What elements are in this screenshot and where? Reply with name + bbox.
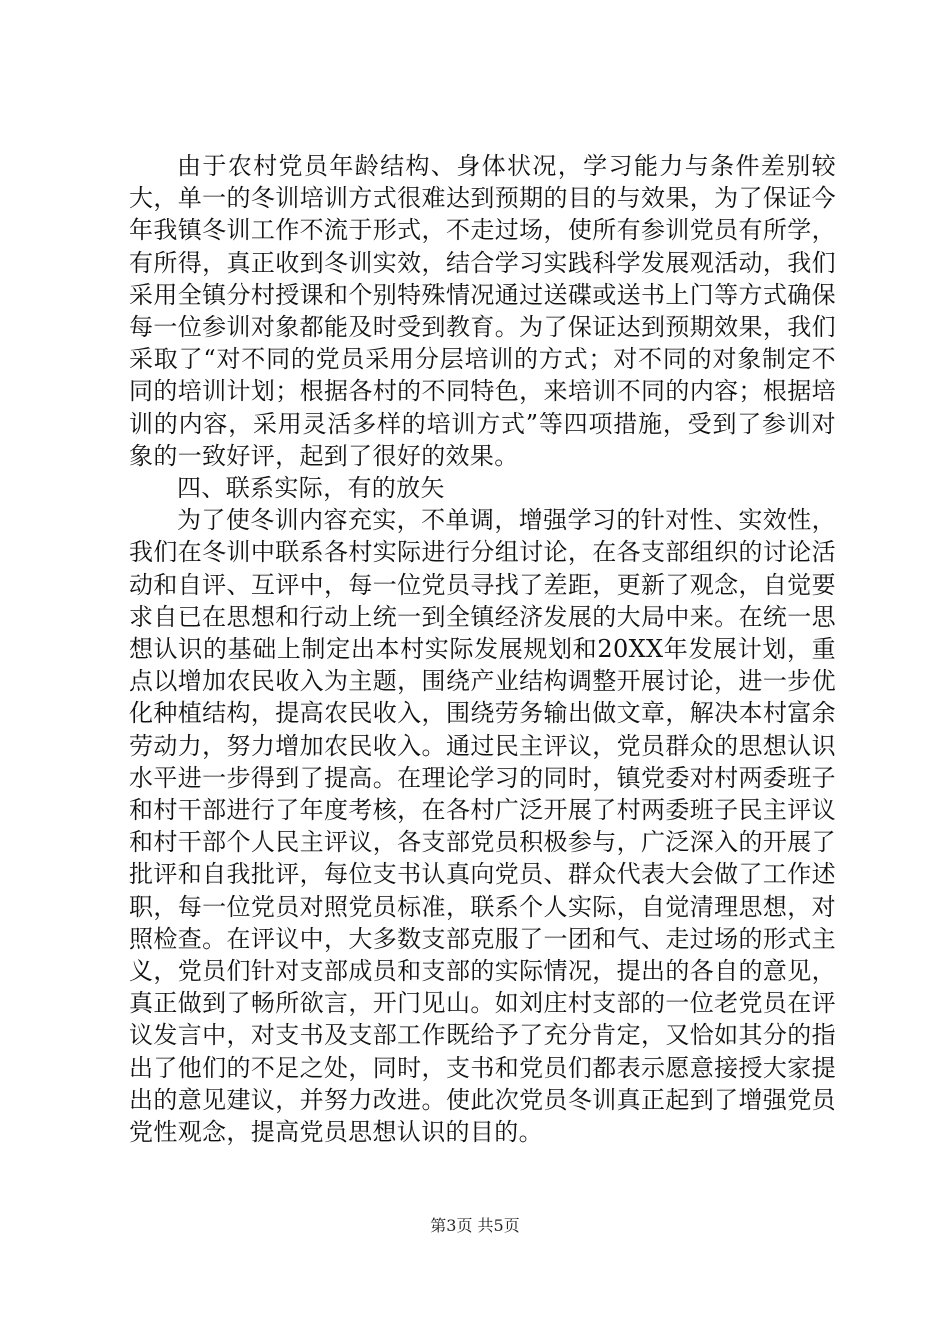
paragraph-training-methods: 由于农村党员年龄结构、身体状况，学习能力与条件差别较大，单一的冬训培训方式很难达到预期的目的与效果，为了保证今年我镇冬训工作不流于形式，不走过场，使所有参训党员有所学，有所得，真正收到冬训实效，结合学习实践科学发展观活动，我们采用全镇分村授课和个别特殊情况通过送碟或送书上门等方式确保每一位参训对象都能及时受到教育。为了保证达到预期效果，我们采取了“对不同的党员采用分层培训的方式；对不同的对象制定不同的培训计划；根据各村的不同特色，来培训不同的内容；根据培训的内容，采用灵活多样的培训方式”等四项措施，受到了参训对象的一致好评，起到了很好的效果。 — [129, 152, 836, 470]
paragraph-practical-discussion: 为了使冬训内容充实，不单调，增强学习的针对性、实效性，我们在冬训中联系各村实际进行分组讨论，在各支部组织的讨论活动和自评、互评中，每一位党员寻找了差距，更新了观念，自觉要求自已在思想和行动上统一到全镇经济发展的大局中来。在统一思想认识的基础上制定出本村实际发展规划和20XX年发展计划，重点以增加农民收入为主题，围绕产业结构调整开展讨论，进一步优化种植结构，提高农民收入，围绕劳务输出做文章，解决本村富余劳动力，努力增加农民收入。通过民主评议，党员群众的思想认识水平进一步得到了提高。在理论学习的同时，镇党委对村两委班子和村干部进行了年度考核，在各村广泛开展了村两委班子民主评议和村干部个人民主评议，各支部党员积极参与，广泛深入的开展了批评和自我批评，每位支书认真向党员、群众代表大会做了工作述职，每一位党员对照党员标准，联系个人实际，自觉清理思想，对照检查。在评议中，大多数支部克服了一团和气、走过场的形式主义，党员们针对支部成员和支部的实际情况，提出的各自的意见，真正做到了畅所欲言，开门见山。如刘庄村支部的一位老党员在评议发言中，对支书及支部工作既给予了充分肯定，又恰如其分的指出了他们的不足之处，同时，支书和党员们都表示愿意接授大家提出的意见建议，并努力改进。使此次党员冬训真正起到了增强党员党性观念，提高党员思想认识的目的。 — [129, 506, 836, 1147]
page-number-footer: 第3页 共5页 — [430, 1216, 520, 1235]
document-body — [129, 150, 836, 1148]
section-heading: 四、联系实际，有的放矢 — [177, 474, 445, 503]
